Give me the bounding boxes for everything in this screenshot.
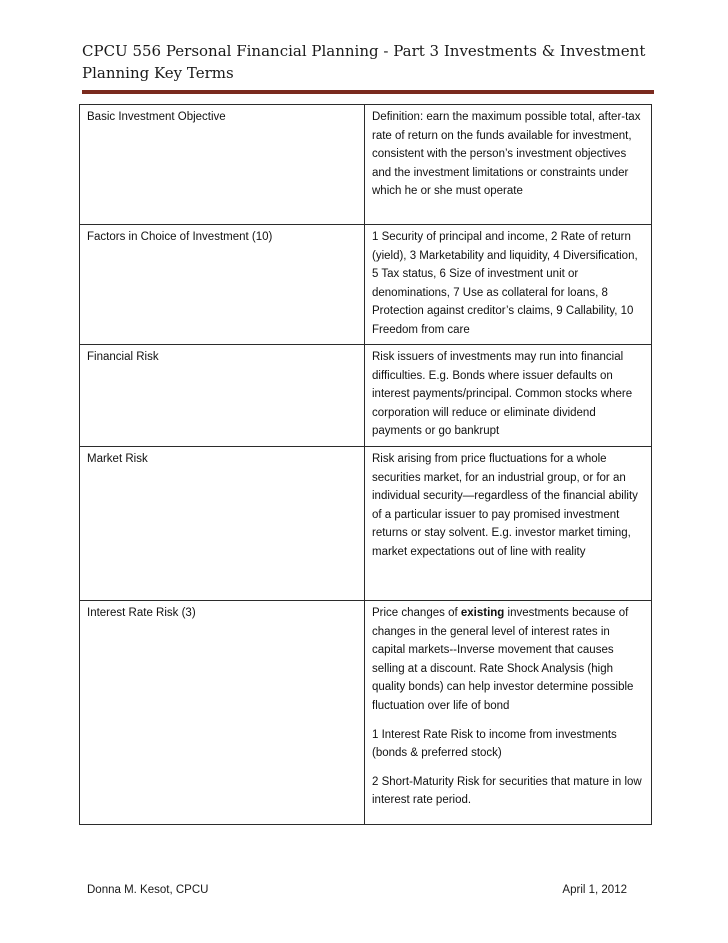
title-divider (82, 90, 654, 94)
term-cell: Factors in Choice of Investment (10) (80, 225, 365, 345)
definition-cell: Risk issuers of investments may run into financial difficulties. E.g. Bonds where issuer defaults on interest payments/principal. Common stocks where corporation will reduce or eliminate dividend payments or go bankrupt (365, 345, 652, 447)
definition-cell (365, 601, 652, 825)
key-terms-table (79, 104, 652, 825)
sub-point: 2 Short-Maturity Risk for securities that mature in low interest rate period. (372, 775, 642, 807)
definition-text: Price changes of (372, 607, 461, 619)
table-row (80, 225, 652, 345)
sub-point: 1 Interest Rate Risk to income from investments (bonds & preferred stock) (372, 728, 617, 760)
emphasis-text: existing (460, 607, 505, 619)
definition-cell: Risk arising from price fluctuations for a whole securities market, for an industrial group, or for an individual security—regardless of the financial ability of a particular issuer to pay promised investment returns or stay solvent. E.g. investor market timing, market expectations out of line with reality (365, 447, 652, 601)
term-cell: Financial Risk (80, 345, 365, 447)
table-row (80, 105, 652, 225)
definition-cell: Definition: earn the maximum possible total, after-tax rate of return on the funds available for investment, consistent with the person’s investment objectives and the investment limitations or constraints under which he or she must operate (365, 105, 652, 225)
definition-text: investments because of changes in the general level of interest rates in capital markets--Inverse movement that causes selling at a discount. Rate Shock Analysis (high quality bonds) can help investor determine possible fluctuation over life of bond (372, 607, 634, 712)
footer-date: April 1, 2012 (562, 884, 627, 896)
page-header (82, 40, 654, 84)
term-cell: Basic Investment Objective (80, 105, 365, 225)
footer-author: Donna M. Kesot, CPCU (87, 884, 209, 896)
table-row (80, 447, 652, 601)
table-row (80, 345, 652, 447)
definition-paragraph (372, 604, 645, 716)
definition-cell: 1 Security of principal and income, 2 Rate of return (yield), 3 Marketability and liquidity, 4 Diversification, 5 Tax status, 6 Size of investment unit or denominations, 7 Use as collateral for loans, 8 Protection against creditor’s claims, 9 Callability, 10 Freedom from care (365, 225, 652, 345)
page-title: CPCU 556 Personal Financial Planning - Part 3 Investments & Investment Planning Key Terms (82, 42, 646, 82)
term-cell: Interest Rate Risk (3) (80, 601, 365, 825)
table-row (80, 601, 652, 825)
term-cell: Market Risk (80, 447, 365, 601)
